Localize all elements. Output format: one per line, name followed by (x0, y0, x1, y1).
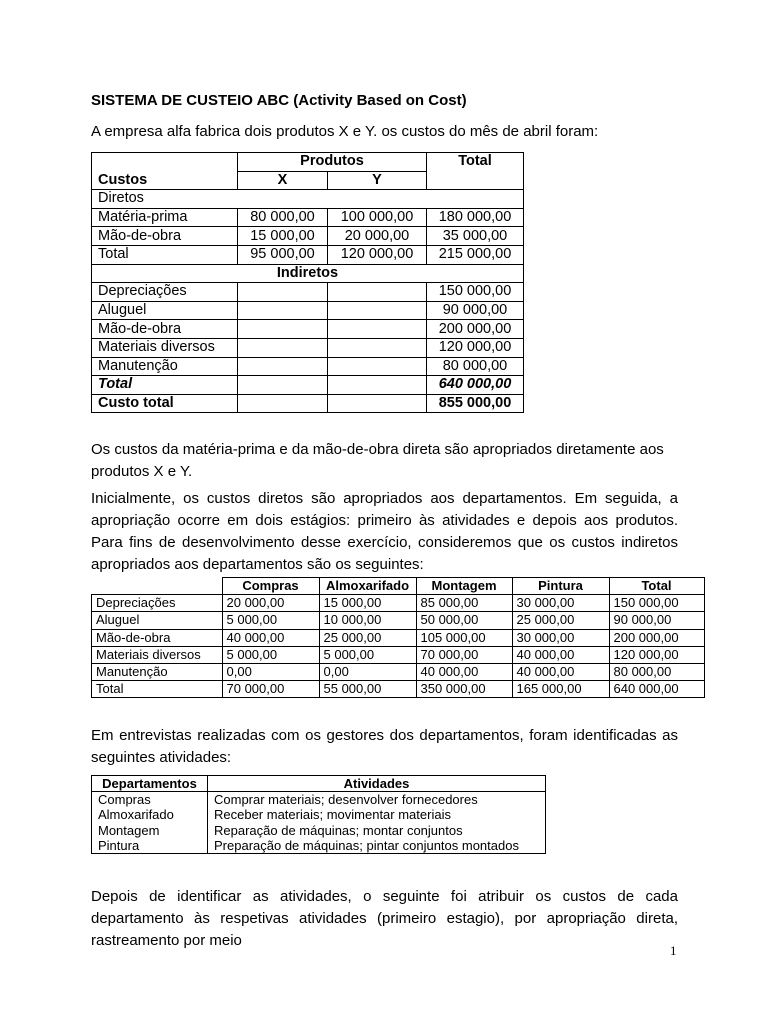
cell-x: 95 000,00 (238, 245, 328, 264)
section-diretos: Diretos (92, 190, 524, 209)
table-row (92, 629, 705, 646)
cell-total: 180 000,00 (427, 208, 524, 227)
paragraph-3: Em entrevistas realizadas com os gestores dos departamentos, foram identificadas as seguintes atividades: (91, 727, 678, 766)
table-cell: 0,00 (319, 663, 416, 680)
table-cell: 350 000,00 (416, 681, 512, 698)
table-cell: 40 000,00 (222, 629, 319, 646)
row-label: Materiais diversos (92, 646, 223, 663)
header-compras: Compras (222, 578, 319, 595)
table-row (92, 663, 705, 680)
table-row (92, 838, 546, 854)
table-row (92, 301, 524, 320)
paragraph-4: Depois de identificar as atividades, o seguinte foi atribuir os custos de cada departamento às respetivas atividades (primeiro estagio), por apropriação direta, rastreamento por meio (91, 888, 678, 949)
cell-x: 15 000,00 (238, 227, 328, 246)
row-label: Manutenção (92, 663, 223, 680)
row-label: Total (92, 681, 223, 698)
table-row (92, 283, 524, 302)
table-row (92, 807, 546, 822)
paragraph-2: Inicialmente, os custos diretos são apropriados aos departamentos. Em seguida, a apropriação ocorre em dois estágios: primeiro às atividades e depois aos produtos. Para fins de desenvolvimento desse exercício, consideremos que os custos indiretos apropriados aos departamentos são os seguintes: (91, 490, 678, 573)
row-label: Manutenção (92, 357, 238, 376)
header-montagem: Montagem (416, 578, 512, 595)
row-label: Total (92, 376, 238, 395)
row-label: Depreciações (92, 595, 223, 612)
table-row (92, 338, 524, 357)
cell-x (238, 338, 328, 357)
table-cell: 150 000,00 (609, 595, 704, 612)
row-label: Matéria-prima (92, 208, 238, 227)
activity-cell: Reparação de máquinas; montar conjuntos (208, 823, 546, 838)
header-custos: Custos (92, 153, 238, 190)
costs-table (91, 152, 524, 413)
table-cell: 640 000,00 (609, 681, 704, 698)
table-row (92, 376, 524, 395)
cell-y (328, 357, 427, 376)
table-row (92, 595, 705, 612)
dept-cell: Montagem (92, 823, 208, 838)
section-indiretos: Indiretos (92, 264, 524, 283)
table-row (92, 320, 524, 339)
cell-x (238, 376, 328, 395)
row-label: Depreciações (92, 283, 238, 302)
header-y: Y (328, 171, 427, 190)
departments-table (91, 577, 705, 698)
table-cell: 5 000,00 (319, 646, 416, 663)
intro-paragraph: A empresa alfa fabrica dois produtos X e Y. os custos do mês de abril foram: (91, 123, 599, 140)
table-cell: 90 000,00 (609, 612, 704, 629)
header-total: Total (427, 153, 524, 190)
table-cell: 40 000,00 (512, 646, 609, 663)
row-label: Mão-de-obra (92, 629, 223, 646)
header-corner (92, 578, 223, 595)
header-departamentos: Departamentos (92, 776, 208, 792)
cell-total: 150 000,00 (427, 283, 524, 302)
cell-x (238, 301, 328, 320)
cell-x (238, 394, 328, 413)
table-row (92, 823, 546, 838)
cell-y: 20 000,00 (328, 227, 427, 246)
table-cell: 70 000,00 (222, 681, 319, 698)
table-row (92, 357, 524, 376)
header-x: X (238, 171, 328, 190)
cell-x: 80 000,00 (238, 208, 328, 227)
dept-cell: Pintura (92, 838, 208, 854)
cell-total: 215 000,00 (427, 245, 524, 264)
table-cell: 10 000,00 (319, 612, 416, 629)
row-label: Materiais diversos (92, 338, 238, 357)
row-label: Aluguel (92, 301, 238, 320)
table-cell: 20 000,00 (222, 595, 319, 612)
table-row (92, 792, 546, 808)
row-label: Custo total (92, 394, 238, 413)
activity-cell: Preparação de máquinas; pintar conjuntos montados (208, 838, 546, 854)
table-cell: 70 000,00 (416, 646, 512, 663)
cell-x (238, 320, 328, 339)
row-label: Aluguel (92, 612, 223, 629)
table-cell: 105 000,00 (416, 629, 512, 646)
cell-total: 640 000,00 (427, 376, 524, 395)
cell-total: 120 000,00 (427, 338, 524, 357)
table-cell: 50 000,00 (416, 612, 512, 629)
cell-y (328, 283, 427, 302)
table-cell: 5 000,00 (222, 612, 319, 629)
table-row (92, 208, 524, 227)
table-cell: 25 000,00 (319, 629, 416, 646)
header-total: Total (609, 578, 704, 595)
row-label: Total (92, 245, 238, 264)
table-cell: 40 000,00 (416, 663, 512, 680)
cell-x (238, 357, 328, 376)
table-row (92, 646, 705, 663)
cell-y (328, 394, 427, 413)
table-cell: 30 000,00 (512, 629, 609, 646)
table-cell: 15 000,00 (319, 595, 416, 612)
cell-y (328, 376, 427, 395)
table-row (92, 394, 524, 413)
table-row (92, 681, 705, 698)
table-cell: 5 000,00 (222, 646, 319, 663)
cell-total: 80 000,00 (427, 357, 524, 376)
table-cell: 120 000,00 (609, 646, 704, 663)
table-cell: 80 000,00 (609, 663, 704, 680)
table-row (92, 245, 524, 264)
cell-y (328, 338, 427, 357)
header-pintura: Pintura (512, 578, 609, 595)
page-number: 1 (670, 943, 677, 958)
header-almoxarifado: Almoxarifado (319, 578, 416, 595)
table-cell: 40 000,00 (512, 663, 609, 680)
table-cell: 25 000,00 (512, 612, 609, 629)
cell-x (238, 283, 328, 302)
cell-y: 100 000,00 (328, 208, 427, 227)
document-title: SISTEMA DE CUSTEIO ABC (Activity Based on Cost) (91, 92, 467, 109)
cell-y (328, 301, 427, 320)
dept-cell: Compras (92, 792, 208, 808)
header-produtos: Produtos (238, 153, 427, 172)
cell-y (328, 320, 427, 339)
cell-y: 120 000,00 (328, 245, 427, 264)
table-cell: 30 000,00 (512, 595, 609, 612)
cell-total: 200 000,00 (427, 320, 524, 339)
row-label: Mão-de-obra (92, 227, 238, 246)
table-cell: 0,00 (222, 663, 319, 680)
table-row (92, 227, 524, 246)
paragraph-1: Os custos da matéria-prima e da mão-de-obra direta são apropriados diretamente aos produtos X e Y. (91, 441, 664, 480)
table-row (92, 612, 705, 629)
table-cell: 165 000,00 (512, 681, 609, 698)
cell-total: 90 000,00 (427, 301, 524, 320)
header-atividades: Atividades (208, 776, 546, 792)
activity-cell: Receber materiais; movimentar materiais (208, 807, 546, 822)
activities-table (91, 775, 546, 854)
cell-total: 855 000,00 (427, 394, 524, 413)
table-cell: 55 000,00 (319, 681, 416, 698)
table-cell: 200 000,00 (609, 629, 704, 646)
cell-total: 35 000,00 (427, 227, 524, 246)
table-cell: 85 000,00 (416, 595, 512, 612)
dept-cell: Almoxarifado (92, 807, 208, 822)
row-label: Mão-de-obra (92, 320, 238, 339)
activity-cell: Comprar materiais; desenvolver fornecedores (208, 792, 546, 808)
